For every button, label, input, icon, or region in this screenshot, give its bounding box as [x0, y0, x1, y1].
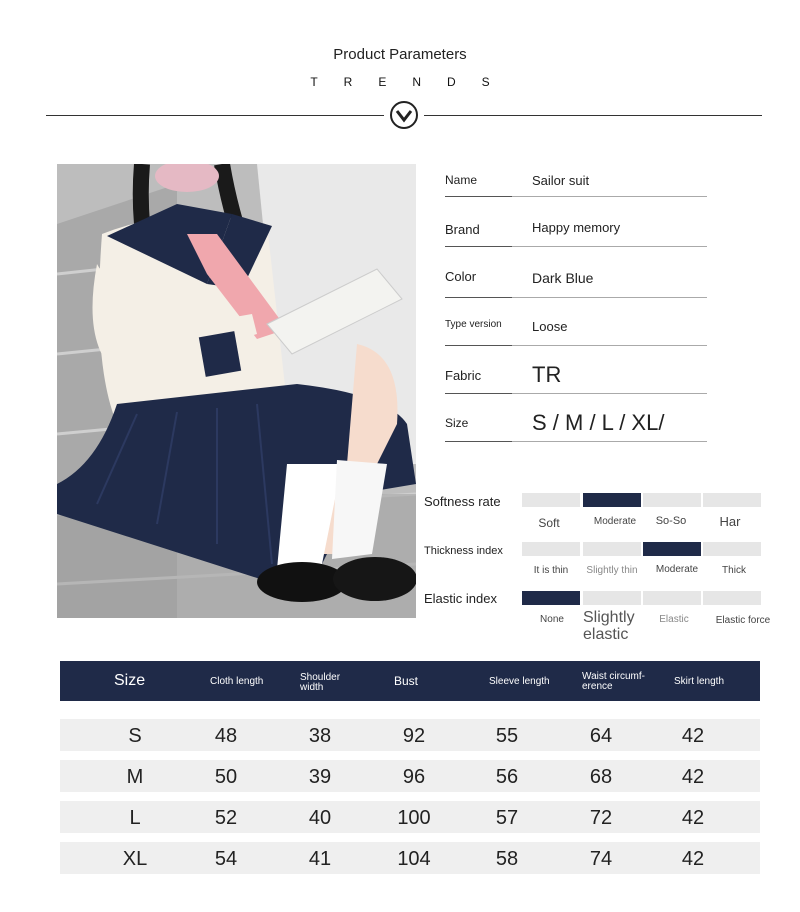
table-header-cloth-length: Cloth length: [210, 676, 264, 687]
param-label-brand: Brand: [445, 222, 480, 237]
thickness-option: It is thin: [533, 565, 569, 576]
param-underline: [445, 393, 512, 394]
thickness-segment-selected: [643, 542, 701, 556]
table-cell: L: [129, 807, 141, 829]
thickness-option: Slightly thin: [586, 565, 638, 576]
table-cell: 64: [589, 725, 613, 747]
param-underline: [512, 246, 707, 247]
param-value-type-version: Loose: [532, 319, 568, 334]
thickness-option: Thick: [722, 565, 746, 576]
elastic-option: Elastic: [659, 614, 689, 625]
table-cell: 55: [495, 725, 519, 747]
divider-left: [46, 115, 384, 116]
table-header-skirt-length: Skirt length: [674, 676, 725, 687]
table-row: [60, 801, 760, 833]
table-cell: 42: [681, 766, 705, 788]
product-photo: [57, 164, 416, 618]
thickness-segment: [703, 542, 761, 556]
softness-segment: [522, 493, 580, 507]
table-cell: 100: [397, 807, 431, 829]
param-value-size: S / M / L / XL/: [532, 410, 665, 435]
elastic-option: Elastic force: [715, 615, 771, 626]
table-cell: 39: [308, 766, 332, 788]
param-underline: [445, 246, 512, 247]
param-underline: [445, 196, 512, 197]
softness-option: Har: [719, 514, 741, 529]
param-value-color: Dark Blue: [532, 270, 594, 286]
table-cell: 38: [308, 725, 332, 747]
table-cell: 42: [681, 725, 705, 747]
table-header-bust: Bust: [394, 674, 419, 688]
table-cell: XL: [122, 848, 148, 870]
param-underline: [512, 393, 707, 394]
table-cell: 48: [214, 725, 238, 747]
table-header-size: Size: [114, 672, 146, 689]
page-title: Product Parameters: [333, 46, 467, 63]
elastic-option: Slightly elastic: [583, 609, 635, 643]
param-underline: [445, 345, 512, 346]
table-cell: 104: [397, 848, 431, 870]
elastic-index-label: Elastic index: [424, 591, 497, 606]
softness-option: Soft: [538, 516, 560, 530]
table-row: [60, 719, 760, 751]
elastic-segment: [703, 591, 761, 605]
param-underline: [512, 345, 707, 346]
elastic-option: None: [540, 614, 564, 625]
softness-rate-label: Softness rate: [424, 494, 501, 509]
param-label-type-version: Type version: [445, 319, 502, 330]
page-subtitle: TRENDS: [310, 75, 516, 89]
table-cell: 42: [681, 807, 705, 829]
table-header-sleeve-length: Sleeve length: [489, 676, 550, 687]
param-value-brand: Happy memory: [532, 220, 621, 235]
table-cell: 40: [308, 807, 332, 829]
table-row: [60, 842, 760, 874]
softness-option: So-So: [655, 515, 687, 527]
table-cell: 74: [589, 848, 613, 870]
table-header-shoulder-width: Shoulder width: [300, 672, 341, 693]
softness-segment-selected: [583, 493, 641, 507]
param-value-name: Sailor suit: [532, 173, 590, 188]
param-value-fabric: TR: [532, 362, 562, 387]
table-cell: S: [128, 725, 142, 747]
table-cell: 96: [402, 766, 426, 788]
softness-segment: [703, 493, 761, 507]
thickness-option: Moderate: [655, 564, 699, 575]
chevron-down-circle-icon: [389, 100, 419, 130]
param-underline: [445, 441, 512, 442]
param-label-fabric: Fabric: [445, 368, 482, 383]
thickness-segment: [522, 542, 580, 556]
size-table-header: [60, 661, 760, 701]
table-row: [60, 760, 760, 792]
elastic-segment: [643, 591, 701, 605]
param-underline: [512, 297, 707, 298]
table-cell: 57: [495, 807, 519, 829]
table-cell: 56: [495, 766, 519, 788]
table-cell: 72: [589, 807, 613, 829]
table-cell: M: [126, 766, 144, 788]
table-cell: 50: [214, 766, 238, 788]
param-underline: [445, 297, 512, 298]
table-cell: 54: [214, 848, 238, 870]
table-cell: 42: [681, 848, 705, 870]
param-label-size: Size: [445, 416, 469, 430]
table-cell: 52: [214, 807, 238, 829]
softness-segment: [643, 493, 701, 507]
param-underline: [512, 441, 707, 442]
param-label-color: Color: [445, 269, 477, 284]
table-cell: 58: [495, 848, 519, 870]
divider-right: [424, 115, 762, 116]
param-label-name: Name: [445, 173, 478, 187]
elastic-segment: [583, 591, 641, 605]
table-header-waist-circumference: Waist circumf-erence: [582, 671, 645, 692]
thickness-segment: [583, 542, 641, 556]
elastic-segment-selected: [522, 591, 580, 605]
table-cell: 41: [308, 848, 332, 870]
softness-option: Moderate: [593, 516, 637, 527]
table-cell: 68: [589, 766, 613, 788]
param-underline: [512, 196, 707, 197]
table-cell: 92: [402, 725, 426, 747]
thickness-index-label: Thickness index: [424, 545, 503, 557]
